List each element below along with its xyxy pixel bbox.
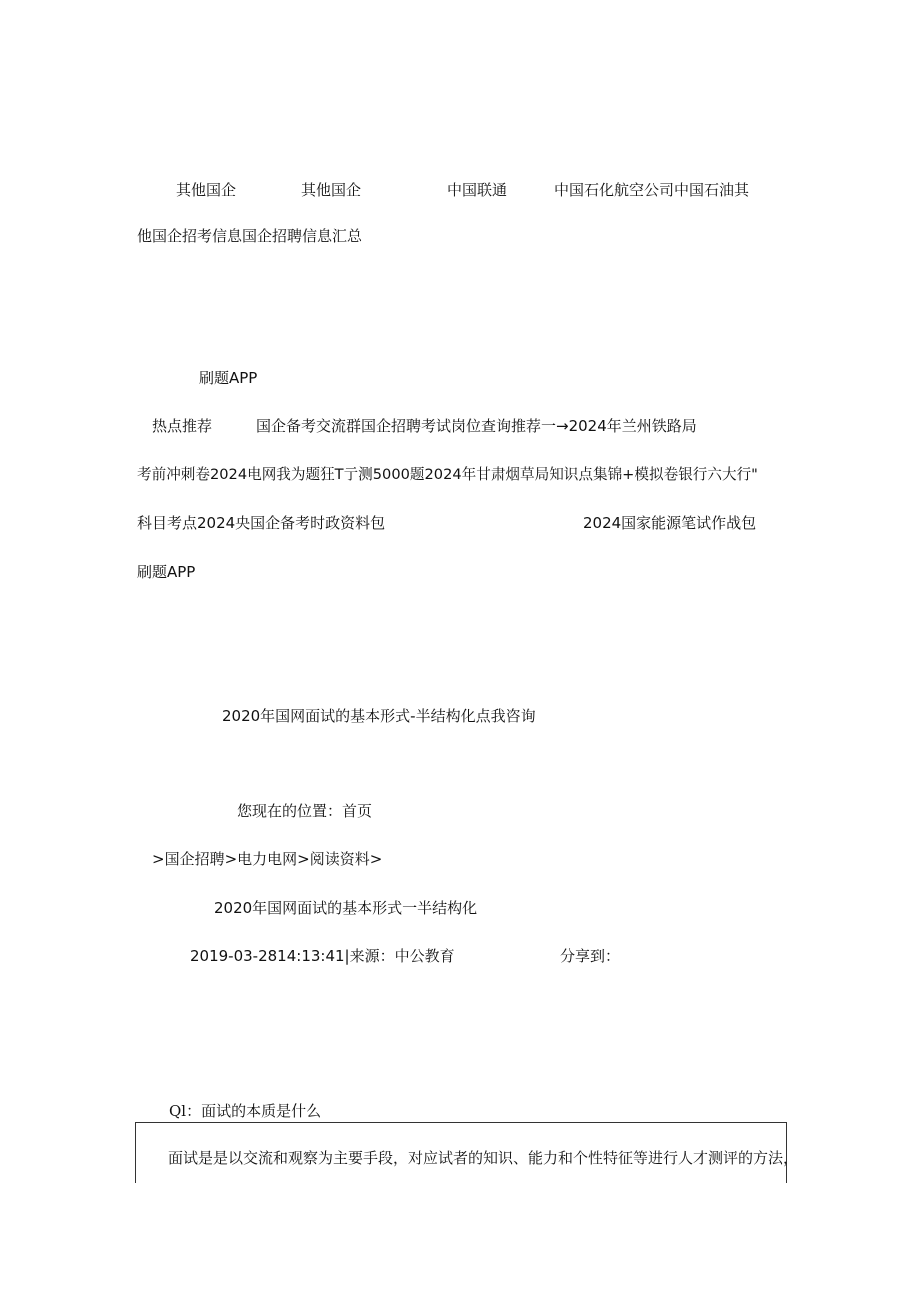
- nav-link-other-soe-2[interactable]: 其他国企: [301, 181, 362, 199]
- nav-link-continuation[interactable]: 他国企招考信息国企招聘信息汇总: [137, 227, 363, 245]
- answer-text: 面试是是以交流和观察为主要手段，对应试者的知识、能力和个性特征等进行人才测评的方法，: [168, 1149, 799, 1167]
- article-meta: 2019-03-2814:13:41|来源：中公教育: [190, 947, 455, 965]
- app-link[interactable]: 刷题APP: [199, 369, 258, 387]
- hot-line-1[interactable]: 国企备考交流群国企招聘考试岗位查询推荐一→2024年兰州铁路局: [256, 417, 697, 435]
- hot-label: 热点推荐: [152, 417, 213, 435]
- hot-line-2[interactable]: 考前冲刺卷2024电网我为题狂T亍测5000题2024年甘肃烟草局知识点集锦+模拟卷银行六大行": [137, 466, 758, 483]
- hot-line-3-left[interactable]: 科目考点2024央国企备考时政资料包: [137, 514, 386, 532]
- hot-app-link[interactable]: 刷题APP: [137, 563, 196, 581]
- article-title: 2020年国网面试的基本形式一半结构化: [214, 899, 478, 917]
- nav-link-sinopec-aviation[interactable]: 中国石化航空公司中国石油其: [554, 181, 750, 199]
- share-label[interactable]: 分享到：: [560, 947, 621, 965]
- headline-link[interactable]: 2020年国网面试的基本形式-半结构化点我咨询: [222, 707, 536, 725]
- breadcrumb-position: 您现在的位置：首页: [237, 802, 373, 820]
- nav-link-china-unicom[interactable]: 中国联通: [447, 181, 508, 199]
- question-text: Ql：面试的本质是什么: [169, 1102, 322, 1120]
- breadcrumb[interactable]: >国企招聘>电力电网>阅读资料>: [152, 850, 383, 868]
- hot-line-3-right[interactable]: 2024国家能源笔试作战包: [583, 514, 757, 532]
- nav-link-other-soe-1[interactable]: 其他国企: [176, 181, 237, 199]
